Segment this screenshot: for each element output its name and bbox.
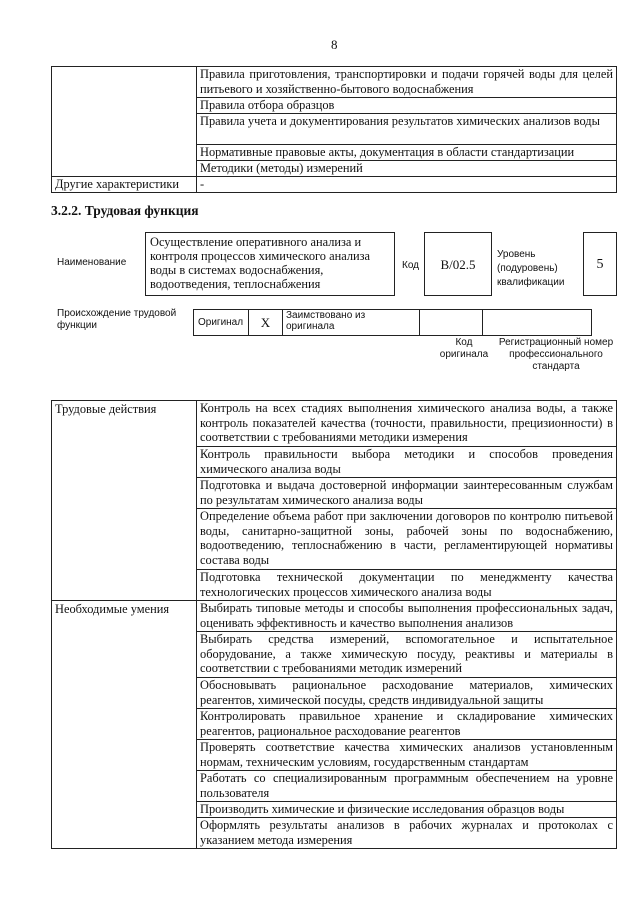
skill-item: Выбирать средства измерений, вспомогательное и испытательное оборудование, а также химическую посуду, реактивы и материалы в соответствии с требованиями методик измерений <box>197 632 617 678</box>
original-label: Оригинал <box>194 310 249 336</box>
knowledge-table <box>51 66 617 193</box>
labor-actions-label: Трудовые действия <box>52 401 197 601</box>
knowledge-item: Нормативные правовые акты, документация в области стандартизации <box>197 145 617 161</box>
origin-code-cell <box>420 310 483 336</box>
skill-item: Производить химические и физические исследования образцов воды <box>197 802 617 818</box>
level-label: Уровень (подуровень) квалификации <box>497 249 565 288</box>
function-name: Осуществление оперативного анализа и контроля процессов химического анализа воды в системах водоснабжения, водоотведения, теплоснабжения <box>150 235 371 291</box>
skills-label: Необходимые умения <box>52 601 197 849</box>
knowledge-item: Правила приготовления, транспортировки и подачи горячей воды для целей питьевого и хозяйственно-бытового водоснабжения <box>197 67 617 98</box>
level-value: 5 <box>596 257 604 272</box>
labor-action-item: Подготовка и выдача достоверной информации заинтересованным службам по результатам химического анализа воды <box>197 478 617 509</box>
level-box <box>583 232 617 296</box>
skill-item: Оформлять результаты анализов в рабочих журналах и протоколах с указанием метода измерения <box>197 818 617 849</box>
page-number: 8 <box>331 37 338 52</box>
origin-label: Происхождение трудовой функции <box>57 308 177 331</box>
skill-item: Работать со специализированным программным обеспечением на уровне пользователя <box>197 771 617 802</box>
labor-action-item: Контроль на всех стадиях выполнения химического анализа воды, а также контроль показателей качества (точности, правильности, прецизионности) в соответствии с требованиями методики измерения <box>197 401 617 447</box>
other-characteristics-value: - <box>197 177 617 193</box>
labor-action-item: Контроль правильности выбора методики и способов проведения химического анализа воды <box>197 447 617 478</box>
code-caption: Код оригинала <box>439 337 489 360</box>
knowledge-item: Методики (методы) измерений <box>197 161 617 177</box>
code-label: Код <box>402 260 420 271</box>
other-characteristics-label: Другие характеристики <box>52 177 197 193</box>
skill-item: Контролировать правильное хранение и складирование химических реагентов, рациональное расходование реагентов <box>197 709 617 740</box>
origin-reg-cell <box>483 310 592 336</box>
reg-caption: Регистрационный номер профессионального стандарта <box>498 337 614 372</box>
skill-item: Обосновывать рациональное расходование материалов, химических реагентов, химической посуды, средств индивидуальной защиты <box>197 678 617 709</box>
skill-item: Проверять соответствие качества химических анализов установленным нормам, техническим условиям, государственным стандартам <box>197 740 617 771</box>
section-heading: 3.2.2. Трудовая функция <box>51 203 199 218</box>
origin-table <box>193 309 592 336</box>
knowledge-item: Правила отбора образцов <box>197 98 617 114</box>
code-value: B/02.5 <box>440 257 476 272</box>
knowledge-label-cell <box>52 67 197 177</box>
code-box <box>424 232 492 296</box>
skill-item: Выбирать типовые методы и способы выполнения профессиональных задач, оценивать эффективность и качество выполнения анализов <box>197 601 617 632</box>
function-name-box <box>145 232 395 296</box>
labor-action-item: Подготовка технической документации по менеджменту качества технологических процессов химического анализа воды <box>197 570 617 601</box>
name-label: Наименование <box>57 257 127 268</box>
knowledge-item: Правила учета и документирования результатов химических анализов воды <box>197 114 617 145</box>
borrowed-label: Заимствовано из оригинала <box>283 310 420 336</box>
labor-action-item: Определение объема работ при заключении договоров по контролю питьевой воды, санитарно-защитной зоны, рабочей зоны по водоснабжению, водоотведению, теплоснабжению в части, регламентирующей нормативы состава воды <box>197 509 617 570</box>
original-mark: X <box>249 310 283 336</box>
function-details-table <box>51 400 617 849</box>
